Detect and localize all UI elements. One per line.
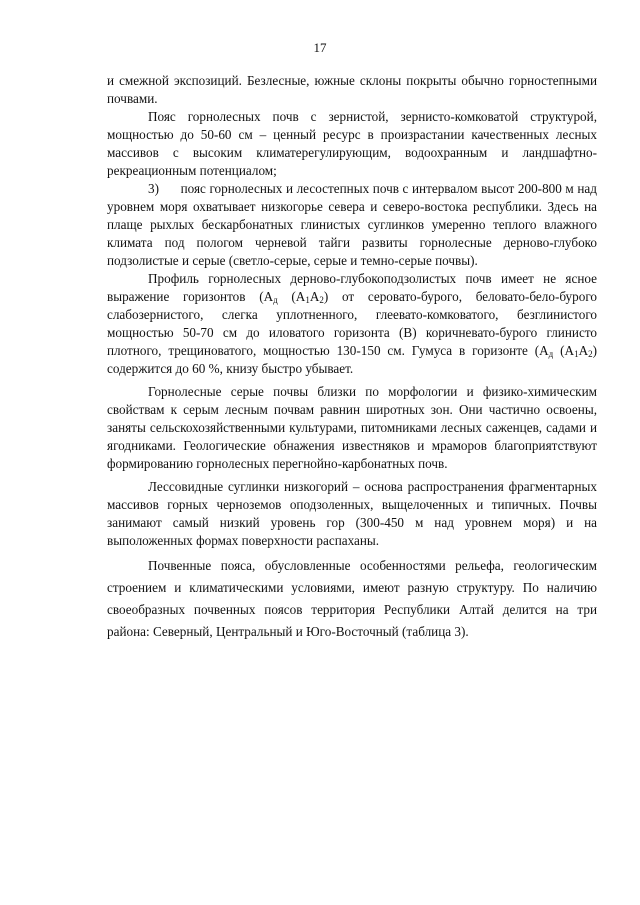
document-body bbox=[107, 72, 597, 643]
paragraph-6: Лессовидные суглинки низкогорий – основа распространения фрагментарных массивов горных черноземов оподзоленных, выщелоченных и типичных. Почвы занимают самый низкий уровень гор (300-450 м над уровнем моря) и на выположенных формах поверхности распаханы. bbox=[107, 479, 597, 548]
p4-text-2: (А bbox=[277, 289, 306, 304]
p4-text-6: А bbox=[578, 343, 589, 358]
p4-sub-6: 2 bbox=[588, 349, 593, 359]
p4-sub-2: 1 bbox=[305, 295, 310, 305]
paragraph-3-text: пояс горнолесных и лесостепных почв с интервалом высот 200-800 м над уровнем моря охватывает низкогорье севера и северо-востока республики. Здесь на плаще рыхлых бескарбонатных глинистых суглинков умеренно теплого влажного климата под пологом черневой тайги развиты горнолесные дерново-глубоко подзолистые и серые (светло-серые, серые и темно-серые почвы). bbox=[107, 181, 597, 268]
paragraph-4 bbox=[107, 270, 597, 378]
paragraph-2: Пояс горнолесных почв с зернистой, зернисто-комковатой структурой, мощностью до 50-60 см – ценный ресурс в произрастании качественных лесных массивов с высоким климатерегулирующим, водоохранным и ландшафтно-рекреационным потенциалом; bbox=[107, 109, 597, 178]
p4-sub-4: д bbox=[548, 349, 554, 359]
paragraph-1: и смежной экспозиций. Безлесные, южные склоны покрыты обычно горностепными почвами. bbox=[107, 73, 597, 106]
paragraph-3 bbox=[107, 180, 597, 270]
p4-text-4: ) от серовато-бурого, беловато-бело-бурого слабозернистого, слегка уплотненного, глеевато-комковатого, безглинистого мощностью 50-70 см до иловатого горизонта (В) коричневато-бурого глинисто плотного, трещиноватого, мощностью 130-150 см. Гумуса в горизонте (А bbox=[107, 289, 598, 358]
paragraph-7: Почвенные пояса, обусловленные особенностями рельефа, геологическим строением и климатическими условиями, имеют разную структуру. По наличию своеобразных почвенных поясов территория Республики Алтай делится на три района: Северный, Центральный и Юго-Восточный (таблица 3). bbox=[107, 558, 597, 639]
p4-text-1: Профиль горнолесных дерново-глубокоподзолистых почв имеет не ясное выражение горизонтов (А bbox=[107, 271, 597, 304]
p4-sub-3: 2 bbox=[319, 295, 324, 305]
p4-text-5: (А bbox=[553, 343, 575, 358]
p4-sub-5: 1 bbox=[574, 349, 579, 359]
page-number: 17 bbox=[313, 40, 327, 55]
p4-text-7: ) содержится до 60 %, книзу быстро убывает. bbox=[107, 343, 597, 376]
paragraph-5: Горнолесные серые почвы близки по морфологии и физико-химическим свойствам к серым лесным почвам равнин широтных зон. Они частично освоены, заняты сельскохозяйственными культурами, питомниками лесных саженцев, садами и ягодниками. Геологические обнажения известняков и мраморов благоприятствуют формированию горнолесных перегнойно-карбонатных почв. bbox=[107, 384, 597, 471]
p4-text-3: А bbox=[309, 289, 320, 304]
p4-sub-1: д bbox=[273, 295, 278, 305]
list-marker: 3) bbox=[148, 181, 159, 196]
